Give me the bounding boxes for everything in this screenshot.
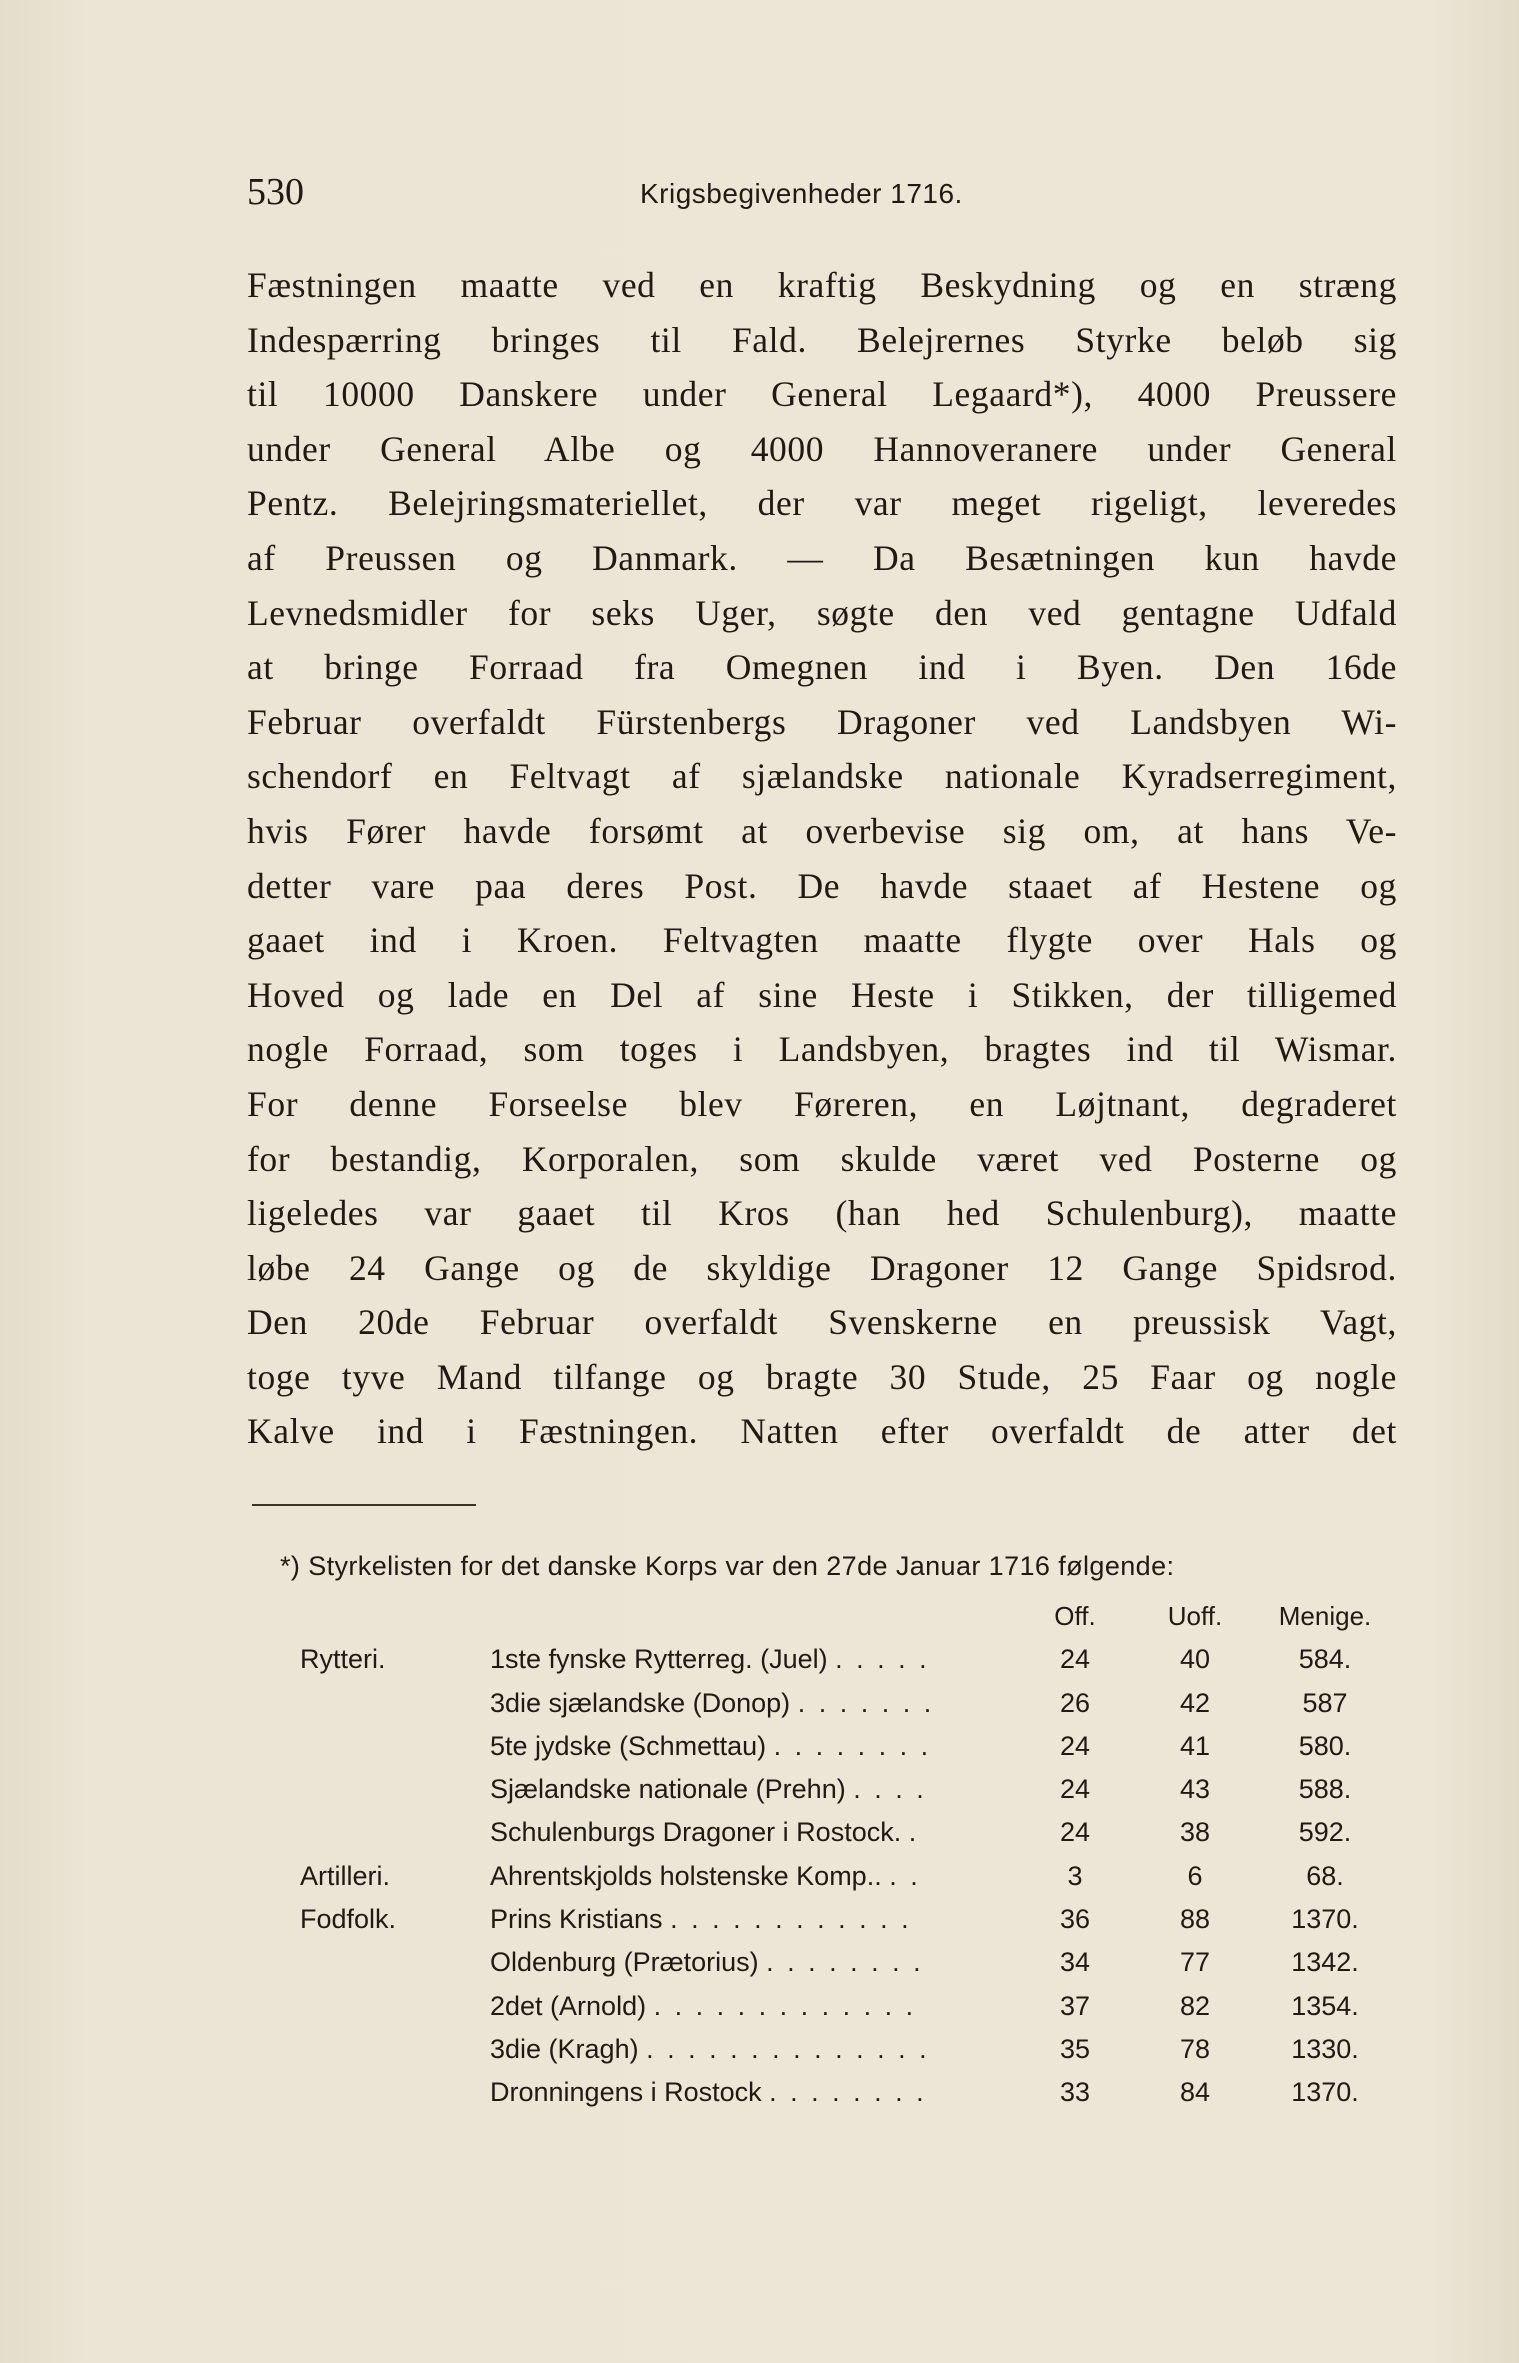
body-line: ligeledes var gaaet til Kros (han hed Schulenburg), maatte: [247, 1193, 1397, 1234]
uoff-value: 88: [1179, 1904, 1211, 1935]
menige-value: 1342.: [1291, 1947, 1359, 1978]
menige-value: 68.: [1306, 1860, 1344, 1891]
off-value: 24: [1059, 1730, 1091, 1761]
body-paragraph: [247, 258, 1397, 1459]
off-value: 33: [1059, 2077, 1091, 2108]
body-line: Februar overfaldt Fürstenbergs Dragoner ved Landsbyen Wi-: [247, 701, 1397, 742]
unit-name: 5te jydske (Schmettau) . . . . . . . .: [490, 1730, 932, 1761]
unit-name: 1ste fynske Rytterreg. (Juel) . . . . .: [490, 1644, 930, 1675]
off-value: 36: [1059, 1904, 1091, 1935]
table-row: [300, 2071, 1400, 2114]
menige-value: 1370.: [1291, 2077, 1359, 2108]
body-line: løbe 24 Gange og de skyldige Dragoner 12 Gange Spidsrod.: [247, 1247, 1397, 1288]
uoff-value: 6: [1187, 1860, 1203, 1891]
leader-dots: . . . . . . .: [797, 1687, 935, 1718]
unit-name: 2det (Arnold) . . . . . . . . . . . . .: [490, 1990, 917, 2021]
uoff-value: 82: [1179, 1990, 1211, 2021]
page-header: [247, 170, 1397, 220]
body-line: for bestandig, Korporalen, som skulde været ved Posterne og: [247, 1138, 1397, 1179]
table-row: [300, 1638, 1400, 1681]
body-line: under General Albe og 4000 Hannoveranere under General: [247, 428, 1397, 469]
body-line: Den 20de Februar overfaldt Svenskerne en preussisk Vagt,: [247, 1302, 1397, 1343]
unit-name: Prins Kristians . . . . . . . . . . . .: [490, 1904, 912, 1935]
page-number: 530: [247, 171, 304, 213]
table-row: [300, 1811, 1400, 1854]
unit-name: Schulenburgs Dragoner i Rostock. .: [490, 1817, 920, 1848]
uoff-value: 77: [1179, 1947, 1211, 1978]
uoff-value: 84: [1179, 2077, 1211, 2108]
off-value: 24: [1059, 1644, 1091, 1675]
menige-value: 1370.: [1291, 1904, 1359, 1935]
body-line: For denne Forseelse blev Føreren, en Løjtnant, degraderet: [247, 1083, 1397, 1124]
leader-dots: . . . . . . . . . . . . .: [653, 1990, 917, 2021]
column-header-menige: Menige.: [1278, 1601, 1372, 1631]
category-label: Fodfolk.: [300, 1904, 397, 1935]
column-header-off: Off.: [1054, 1601, 1096, 1631]
off-value: 24: [1059, 1817, 1091, 1848]
body-line: Levnedsmidler for seks Uger, søgte den ved gentagne Udfald: [247, 592, 1397, 633]
uoff-value: 41: [1179, 1730, 1211, 1761]
running-title: Krigsbegivenheder 1716.: [640, 178, 963, 209]
body-line: Hoved og lade en Del af sine Heste i Stikken, der tilligemed: [247, 974, 1397, 1015]
body-line: til 10000 Danskere under General Legaard*), 4000 Preussere: [247, 374, 1397, 415]
body-line: at bringe Forraad fra Omegnen ind i Byen. Den 16de: [247, 647, 1397, 688]
table-row: [300, 1682, 1400, 1725]
body-line: toge tyve Mand tilfange og bragte 30 Stude, 25 Faar og nogle: [247, 1356, 1397, 1397]
table-row: [300, 1985, 1400, 2028]
leader-dots: . . . . . . . .: [773, 1730, 932, 1761]
leader-dots: .: [908, 1817, 920, 1848]
category-label: Artilleri.: [300, 1860, 391, 1891]
body-line: af Preussen og Danmark. — Da Besætningen kun havde: [247, 537, 1397, 578]
leader-dots: . . . .: [853, 1774, 927, 1805]
table-header-row: [300, 1595, 1400, 1638]
menige-value: 1330.: [1291, 2033, 1359, 2064]
unit-name: 3die sjælandske (Donop) . . . . . . .: [490, 1687, 935, 1718]
leader-dots: . . . . . . . .: [766, 1947, 924, 1978]
table-row: [300, 1725, 1400, 1768]
uoff-value: 38: [1179, 1817, 1211, 1848]
category-label: Rytteri.: [300, 1644, 386, 1675]
body-line: hvis Fører havde forsømt at overbevise sig om, at hans Ve-: [247, 810, 1397, 851]
uoff-value: 40: [1179, 1644, 1211, 1675]
body-line: Indespærring bringes til Fald. Belejrernes Styrke beløb sig: [247, 319, 1397, 360]
off-value: 3: [1067, 1860, 1083, 1891]
uoff-value: 78: [1179, 2033, 1211, 2064]
body-line: gaaet ind i Kroen. Feltvagten maatte flygte over Hals og: [247, 920, 1397, 961]
table-row: [300, 1855, 1400, 1898]
table-row: [300, 2028, 1400, 2071]
unit-name: 3die (Kragh) . . . . . . . . . . . . . .: [490, 2033, 930, 2064]
table-row: [300, 1768, 1400, 1811]
menige-value: 588.: [1298, 1774, 1352, 1805]
off-value: 35: [1059, 2033, 1091, 2064]
body-line: Kalve ind i Fæstningen. Natten efter overfaldt de atter det: [247, 1411, 1397, 1452]
column-header-uoff: Uoff.: [1167, 1601, 1223, 1631]
menige-value: 587: [1302, 1687, 1348, 1718]
off-value: 24: [1059, 1774, 1091, 1805]
body-line: Pentz. Belejringsmateriellet, der var meget rigeligt, leveredes: [247, 483, 1397, 524]
leader-dots: . . . . . . . . . . . . . .: [646, 2033, 930, 2064]
strength-table: [300, 1595, 1400, 2115]
off-value: 37: [1059, 1990, 1091, 2021]
body-line: Fæstningen maatte ved en kraftig Beskydning og en stræng: [247, 265, 1397, 305]
menige-value: 580.: [1298, 1730, 1352, 1761]
menige-value: 584.: [1298, 1644, 1352, 1675]
leader-dots: . . . . .: [835, 1644, 930, 1675]
uoff-value: 43: [1179, 1774, 1211, 1805]
leader-dots: . . . . . . . .: [769, 2077, 927, 2108]
menige-value: 1354.: [1291, 1990, 1359, 2021]
unit-name: Sjælandske nationale (Prehn) . . . .: [490, 1774, 927, 1805]
footnote-intro: *) Styrkelisten for det danske Korps var den 27de Januar 1716 følgende:: [280, 1551, 1175, 1581]
leader-dots: . .: [889, 1860, 921, 1891]
body-line: detter vare paa deres Post. De havde staaet af Hestene og: [247, 865, 1397, 906]
uoff-value: 42: [1179, 1687, 1211, 1718]
unit-name: Dronningens i Rostock . . . . . . . .: [490, 2077, 927, 2108]
unit-name: Ahrentskjolds holstenske Komp.. . .: [490, 1860, 921, 1891]
table-row: [300, 1898, 1400, 1941]
footnote-divider: [252, 1504, 476, 1506]
body-line: schendorf en Feltvagt af sjælandske nationale Kyradserregiment,: [247, 756, 1397, 797]
leader-dots: . . . . . . . . . . . .: [670, 1904, 912, 1935]
unit-name: Oldenburg (Prætorius) . . . . . . . .: [490, 1947, 924, 1978]
body-line: nogle Forraad, som toges i Landsbyen, bragtes ind til Wismar.: [247, 1029, 1397, 1070]
table-row: [300, 1941, 1400, 1984]
off-value: 34: [1059, 1947, 1091, 1978]
off-value: 26: [1059, 1687, 1091, 1718]
menige-value: 592.: [1298, 1817, 1352, 1848]
